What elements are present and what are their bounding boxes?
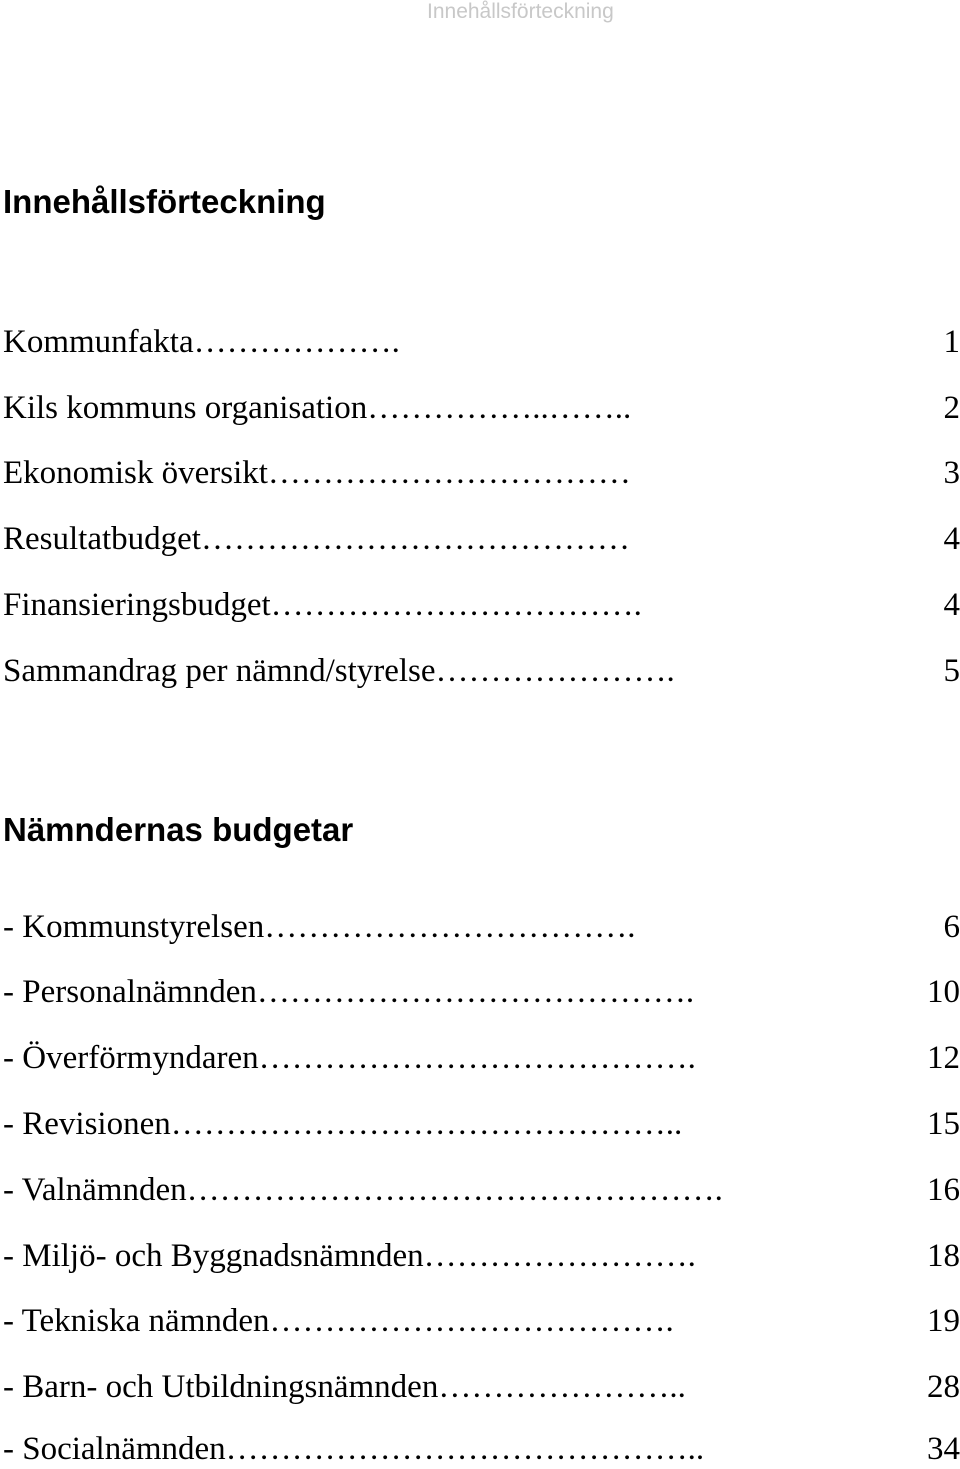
- toc-entry-page: 1: [943, 324, 960, 360]
- toc-entry-personalnamnden[interactable]: [0, 972, 960, 1012]
- toc-entry-label: - Tekniska nämnden……………………………….: [3, 1303, 674, 1339]
- toc-entry-sammandrag[interactable]: [0, 651, 960, 691]
- toc-entry-resultatbudget[interactable]: [0, 519, 960, 559]
- toc-entry-page: 12: [927, 1040, 960, 1076]
- toc-entry-tekniska-namnden[interactable]: [0, 1301, 960, 1341]
- toc-entry-label: Kils kommuns organisation……………..……..: [3, 390, 632, 426]
- running-header: Innehållsförteckning: [427, 0, 614, 23]
- toc-entry-kommunstyrelsen[interactable]: [0, 907, 960, 947]
- toc-entry-page: 4: [943, 587, 960, 623]
- toc-entry-label: Resultatbudget…………………………………: [3, 521, 630, 557]
- toc-entry-organisation[interactable]: [0, 388, 960, 428]
- toc-entry-label: Sammandrag per nämnd/styrelse………………….: [3, 653, 675, 689]
- toc-entry-kommunfakta[interactable]: [0, 322, 960, 362]
- toc-entry-page: 10: [927, 974, 960, 1010]
- toc-entry-label: - Överförmyndaren………………………………….: [3, 1040, 696, 1076]
- toc-entry-overformyndaren[interactable]: [0, 1038, 960, 1078]
- toc-entry-page: 28: [927, 1369, 960, 1405]
- toc-entry-label: - Socialnämnden……………………………………..: [3, 1431, 705, 1467]
- toc-entry-miljo-byggnadsnamnden[interactable]: [0, 1236, 960, 1276]
- section-heading-boards: Nämndernas budgetar: [3, 811, 354, 848]
- toc-entry-page: 2: [943, 390, 960, 426]
- toc-entry-label: - Revisionen………………………………………..: [3, 1106, 683, 1142]
- toc-entry-page: 4: [943, 521, 960, 557]
- toc-entry-page: 3: [943, 455, 960, 491]
- toc-entry-label: Finansieringsbudget…………………………….: [3, 587, 642, 623]
- toc-entry-label: - Valnämnden………………………………………….: [3, 1172, 723, 1208]
- toc-entry-finansieringsbudget[interactable]: [0, 585, 960, 625]
- toc-entry-page: 19: [927, 1303, 960, 1339]
- toc-entry-label: Ekonomisk översikt……………………………: [3, 455, 631, 491]
- toc-entry-ekonomisk-oversikt[interactable]: [0, 453, 960, 493]
- toc-entry-label: - Barn- och Utbildningsnämnden…………………..: [3, 1369, 686, 1405]
- toc-entry-socialnamnden[interactable]: [0, 1429, 960, 1469]
- toc-entry-label: - Miljö- och Byggnadsnämnden…………………….: [3, 1238, 696, 1274]
- toc-entry-page: 18: [927, 1238, 960, 1274]
- page-title: Innehållsförteckning: [3, 183, 326, 220]
- toc-entry-page: 6: [943, 909, 960, 945]
- toc-entry-page: 16: [927, 1172, 960, 1208]
- toc-entry-label: - Personalnämnden………………………………….: [3, 974, 695, 1010]
- toc-entry-page: 15: [927, 1106, 960, 1142]
- toc-entry-valnamnden[interactable]: [0, 1170, 960, 1210]
- toc-entry-label: Kommunfakta……………….: [3, 324, 400, 360]
- toc-entry-page: 5: [943, 653, 960, 689]
- toc-entry-label: - Kommunstyrelsen…………………………….: [3, 909, 636, 945]
- toc-entry-revisionen[interactable]: [0, 1104, 960, 1144]
- toc-entry-page: 34: [927, 1431, 960, 1467]
- toc-entry-barn-utbildningsnamnden[interactable]: [0, 1367, 960, 1407]
